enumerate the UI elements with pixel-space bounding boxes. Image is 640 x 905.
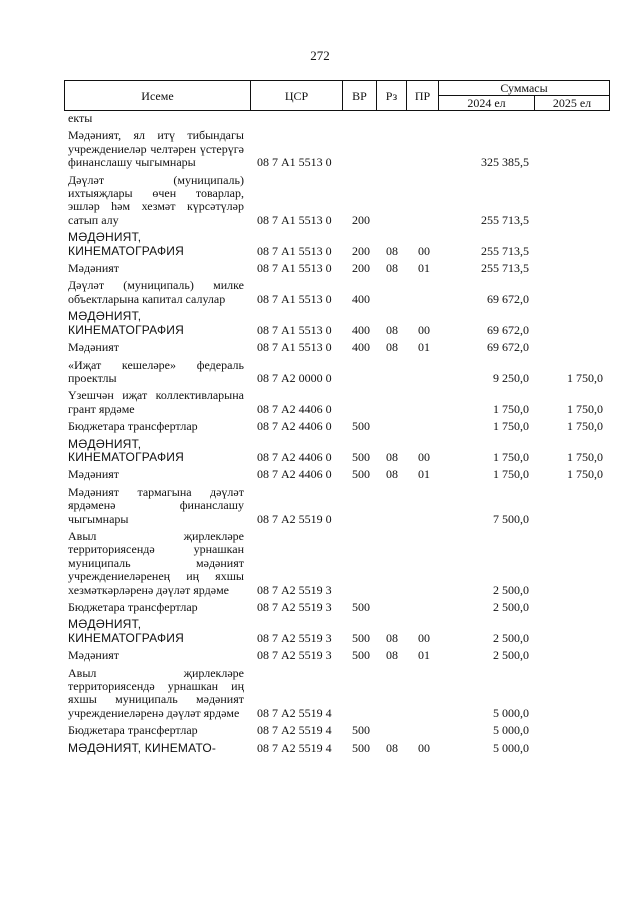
row-vr: 200	[352, 243, 370, 258]
row-csr: 08 7 А2 4406 0	[257, 419, 332, 434]
row-sum-2025: 1 750,0	[567, 370, 603, 385]
row-vr: 400	[352, 291, 370, 306]
row-csr: 08 7 А2 5519 4	[257, 705, 332, 720]
table-body	[0, 112, 640, 759]
row-csr: 08 7 А1 5513 0	[257, 243, 332, 258]
table-row	[0, 359, 640, 386]
row-pr: 01	[418, 340, 430, 355]
row-name: МӘДӘНИЯТ, КИНЕМАТОГРАФИЯ	[68, 309, 184, 337]
row-name: Дәүләт (муниципаль) милке объектларына капитал салулар	[68, 278, 244, 306]
row-vr: 500	[352, 630, 370, 645]
row-sum-2024: 9 250,0	[493, 370, 529, 385]
row-rz: 08	[386, 322, 398, 337]
row-vr: 500	[352, 648, 370, 663]
row-sum-2024: 255 713,5	[481, 261, 529, 276]
table-row	[0, 279, 640, 306]
row-rz: 08	[386, 340, 398, 355]
row-sum-2024: 2 500,0	[493, 600, 529, 614]
table-row	[0, 262, 640, 275]
row-vr: 400	[352, 322, 370, 337]
row-vr: 500	[352, 723, 370, 738]
row-name: Мәдәният, ял итү тибындагы учреждениеләр челтәрен үстерүгә финанслашу чыгымнары	[68, 128, 244, 170]
row-sum-2024: 5 000,0	[493, 740, 529, 755]
row-name: Үзешчән иҗат коллективларына грант ярдәме	[68, 388, 244, 416]
row-sum-2024: 325 385,5	[481, 155, 529, 170]
row-pr: 00	[418, 740, 430, 755]
row-csr: 08 7 А2 5519 4	[257, 740, 332, 755]
row-name: Бюджетара трансфертлар	[68, 723, 198, 738]
row-csr: 08 7 А1 5513 0	[257, 212, 332, 227]
row-sum-2024: 2 500,0	[493, 648, 529, 663]
page-number: 272	[310, 48, 330, 63]
row-pr: 00	[418, 449, 430, 464]
row-csr: 08 7 А2 4406 0	[257, 401, 332, 416]
row-sum-2024: 69 672,0	[487, 322, 529, 337]
row-csr: 08 7 А2 5519 3	[257, 582, 332, 597]
table-row	[0, 601, 640, 614]
row-sum-2024: 2 500,0	[493, 630, 529, 645]
row-csr: 08 7 А1 5513 0	[257, 291, 332, 306]
row-sum-2024: 69 672,0	[487, 291, 529, 306]
table-row	[0, 341, 640, 354]
row-vr: 500	[352, 449, 370, 464]
table-row	[0, 742, 640, 755]
table-row	[0, 420, 640, 433]
row-sum-2025: 1 750,0	[567, 419, 603, 434]
row-name: Авыл җирлекләре территориясендә урнашкан иң яхшы муниципаль мәдәният учреждениеләренә дәүләт ярдәме	[68, 665, 244, 720]
header-vr: ВР	[352, 89, 367, 103]
row-vr: 400	[352, 340, 370, 355]
row-vr: 500	[352, 467, 370, 482]
table-row	[0, 438, 640, 465]
table-row	[0, 530, 640, 597]
row-name: МӘДӘНИЯТ, КИНЕМАТО-	[68, 740, 217, 755]
row-sum-2024: 1 750,0	[493, 467, 529, 482]
table-row	[0, 129, 640, 169]
row-csr: 08 7 А1 5513 0	[257, 322, 332, 337]
row-csr: 08 7 А2 5519 3	[257, 600, 332, 614]
row-name: Мәдәният	[68, 467, 120, 482]
row-sum-2024: 5 000,0	[493, 723, 529, 738]
row-name: МӘДӘНИЯТ, КИНЕМАТОГРАФИЯ	[68, 617, 184, 645]
row-name: Мәдәният	[68, 648, 120, 663]
row-pr: 01	[418, 261, 430, 276]
row-sum-2025: 1 750,0	[567, 467, 603, 482]
table-row	[0, 667, 640, 721]
table-row	[0, 468, 640, 481]
table-row	[0, 112, 640, 125]
row-vr: 500	[352, 600, 370, 614]
row-sum-2025: 1 750,0	[567, 401, 603, 416]
row-sum-2025: 1 750,0	[567, 449, 603, 464]
row-rz: 08	[386, 630, 398, 645]
row-vr: 500	[352, 419, 370, 434]
row-sum-2024: 1 750,0	[493, 449, 529, 464]
row-rz: 08	[386, 648, 398, 663]
table-row	[0, 231, 640, 258]
row-rz: 08	[386, 740, 398, 755]
table-row	[0, 174, 640, 228]
row-sum-2024: 1 750,0	[493, 401, 529, 416]
row-pr: 01	[418, 467, 430, 482]
row-vr: 500	[352, 740, 370, 755]
row-sum-2024: 255 713,5	[481, 243, 529, 258]
header-2024: 2024 ел	[467, 96, 506, 110]
header-sums: Суммасы	[500, 81, 548, 95]
row-name: Бюджетара трансфертлар	[68, 600, 198, 614]
row-rz: 08	[386, 243, 398, 258]
row-csr: 08 7 А2 4406 0	[257, 467, 332, 482]
row-vr: 200	[352, 212, 370, 227]
header-rz: Рз	[385, 89, 398, 103]
table-row	[0, 310, 640, 337]
row-name: Мәдәният	[68, 340, 120, 355]
row-name: Мәдәният тармагына дәүләт ярдәменә финанслашу чыгымнары	[68, 484, 244, 526]
row-sum-2024: 7 500,0	[493, 511, 529, 526]
row-rz: 08	[386, 261, 398, 276]
row-name: Бюджетара трансфертлар	[68, 419, 198, 434]
row-csr: 08 7 А1 5513 0	[257, 261, 332, 276]
table-row	[0, 486, 640, 526]
row-pr: 00	[418, 322, 430, 337]
row-name: МӘДӘНИЯТ, КИНЕМАТОГРАФИЯ	[68, 436, 184, 464]
header-pr: ПР	[414, 89, 431, 103]
table-row	[0, 389, 640, 416]
row-rz: 08	[386, 449, 398, 464]
row-pr: 00	[418, 630, 430, 645]
row-sum-2024: 69 672,0	[487, 340, 529, 355]
row-pr: 01	[418, 648, 430, 663]
row-name: Мәдәният	[68, 261, 120, 276]
row-sum-2024: 1 750,0	[493, 419, 529, 434]
row-csr: 08 7 А2 5519 0	[257, 511, 332, 526]
row-csr: 08 7 А1 5513 0	[257, 340, 332, 355]
row-pr: 00	[418, 243, 430, 258]
row-csr: 08 7 А2 5519 3	[257, 630, 332, 645]
row-csr: 08 7 А1 5513 0	[257, 155, 332, 170]
row-sum-2024: 5 000,0	[493, 705, 529, 720]
table-row	[0, 724, 640, 737]
header-name: Исеме	[141, 89, 174, 103]
row-name: Авыл җирлекләре территориясендә урнашкан муниципаль мәдәният учреждениеләренең иң яхшы хезмәткәрләренә дәүләт ярдәме	[68, 528, 244, 597]
header-2025: 2025 ел	[552, 96, 592, 110]
row-name: Дәүләт (муниципаль) ихтыяҗлары өчен товарлар, эшләр һәм хезмәт күрсәтүләр сатып алу	[68, 172, 244, 227]
row-csr: 08 7 А2 0000 0	[257, 370, 332, 385]
row-csr: 08 7 А2 5519 3	[257, 648, 332, 663]
row-sum-2024: 2 500,0	[493, 582, 529, 597]
row-sum-2024: 255 713,5	[481, 212, 529, 227]
row-name: «Иҗат кешеләре» федераль проектлы	[68, 357, 244, 385]
row-name: МӘДӘНИЯТ, КИНЕМАТОГРАФИЯ	[68, 230, 184, 258]
row-csr: 08 7 А2 5519 4	[257, 723, 332, 738]
table-row	[0, 618, 640, 645]
row-vr: 200	[352, 261, 370, 276]
table-row	[0, 649, 640, 662]
row-rz: 08	[386, 467, 398, 482]
row-name: екты	[68, 111, 93, 125]
header-csr: ЦСР	[284, 89, 309, 103]
row-csr: 08 7 А2 4406 0	[257, 449, 332, 464]
